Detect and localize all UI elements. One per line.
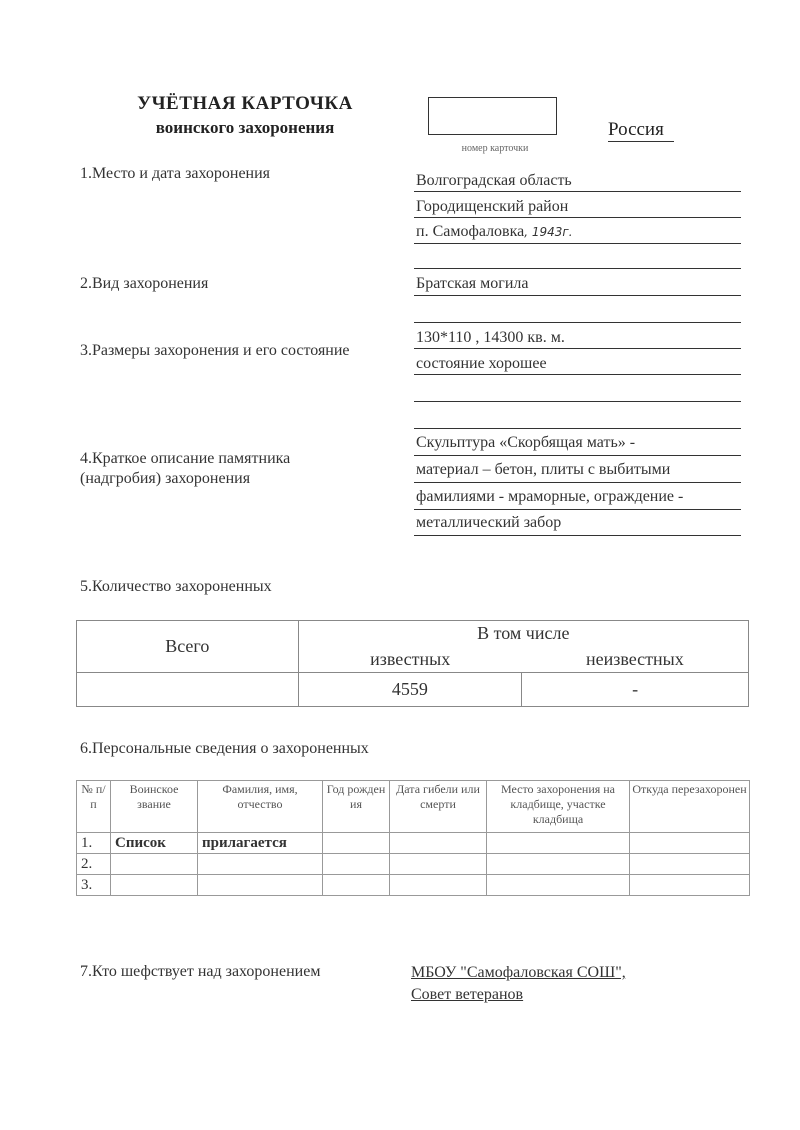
card-title: [110, 92, 380, 140]
unknown-value: -: [522, 673, 749, 707]
table-cell: [630, 833, 750, 854]
table-cell: прилагается: [198, 833, 323, 854]
table-cell: [487, 875, 630, 896]
table-cell: [630, 875, 750, 896]
rule: [414, 374, 741, 375]
title-line-2: воинского захоронения: [155, 118, 335, 137]
rule: [414, 322, 741, 323]
section3-line-2: состояние хорошее: [416, 355, 547, 372]
rule: [414, 348, 741, 349]
card-number-caption: номер карточки: [461, 143, 529, 154]
known-value: 4559: [298, 673, 522, 707]
table-cell: 2.: [77, 854, 111, 875]
table-row: [77, 875, 750, 896]
col-header-number: № п/п: [77, 781, 111, 833]
section3-label: 3.Размеры захоронения и его состояние: [80, 342, 350, 359]
title-line-1: УЧЁТНАЯ КАРТОЧКА: [137, 93, 353, 114]
table-cell: [111, 875, 198, 896]
known-header: известных: [298, 647, 522, 673]
country: Россия: [608, 119, 664, 140]
table-row: [77, 833, 750, 854]
col-header-birth-year: Год рожден ия: [323, 781, 390, 833]
total-value: [77, 673, 299, 707]
section4-line-3: фамилиями - мраморные, ограждение -: [416, 488, 684, 505]
table-cell: 1.: [77, 833, 111, 854]
rule: [414, 401, 741, 402]
col-header-death-date: Дата гибели или смерти: [390, 781, 487, 833]
personal-data-table: [76, 780, 750, 896]
rule: [414, 428, 741, 429]
section4-label-2: (надгробия) захоронения: [80, 470, 251, 487]
section1-label: 1.Место и дата захоронения: [80, 165, 271, 182]
section4-label-1: 4.Краткое описание памятника: [80, 450, 291, 467]
rule: [414, 535, 741, 536]
rule: [414, 191, 741, 192]
table-cell: [487, 854, 630, 875]
rule: [414, 217, 741, 218]
table-cell: [390, 833, 487, 854]
section5-label: 5.Количество захороненных: [80, 578, 272, 595]
rule: [414, 509, 741, 510]
table-cell: [323, 854, 390, 875]
table-cell: [323, 875, 390, 896]
col-header-name: Фамилия, имя, отчество: [198, 781, 323, 833]
burial-count-table: [76, 620, 749, 707]
col-header-reburied-from: Откуда перезахоронен: [630, 781, 750, 833]
section3-line-1: 130*110 , 14300 кв. м.: [416, 329, 565, 346]
section4-line-1: Скульптура «Скорбящая мать» -: [416, 434, 636, 451]
rule: [414, 482, 741, 483]
rule: [414, 295, 741, 296]
col-header-burial-place: Место захоронения на кладбище, участке кладбища: [487, 781, 630, 833]
patron-organization: [411, 962, 626, 1006]
section4-line-2: материал – бетон, плиты с выбитыми: [416, 461, 671, 478]
including-header: В том числе: [298, 621, 748, 647]
table-cell: [198, 875, 323, 896]
section2-label: 2.Вид захоронения: [80, 275, 209, 292]
card-number-box: [428, 97, 557, 135]
rule: [414, 455, 741, 456]
section2-value: Братская могила: [416, 275, 529, 292]
col-header-rank: Воинское звание: [111, 781, 198, 833]
table-cell: [390, 875, 487, 896]
patron-line-2: Совет ветеранов: [411, 986, 524, 1003]
section1-line-3: [416, 223, 573, 241]
handwritten-year: , 1943г.: [524, 225, 573, 239]
unknown-header: неизвестных: [522, 647, 749, 673]
rule: [414, 243, 741, 244]
country-underline: [608, 141, 674, 142]
table-cell: [323, 833, 390, 854]
table-cell: [390, 854, 487, 875]
settlement: п. Самофаловка: [416, 223, 525, 240]
table-cell: [111, 854, 198, 875]
table-cell: 3.: [77, 875, 111, 896]
section4-line-4: металлический забор: [416, 514, 562, 531]
table-row: [77, 854, 750, 875]
table-cell: [198, 854, 323, 875]
section1-line-1: Волгоградская область: [416, 172, 572, 189]
patron-line-1: МБОУ "Самофаловская СОШ",: [411, 964, 626, 981]
table-cell: [630, 854, 750, 875]
total-header: Всего: [77, 621, 299, 673]
table-cell: [487, 833, 630, 854]
table-cell: Список: [111, 833, 198, 854]
section1-line-2: Городищенский район: [416, 198, 569, 215]
section7-label: 7.Кто шефствует над захоронением: [80, 963, 321, 980]
rule: [414, 268, 741, 269]
section6-label: 6.Персональные сведения о захороненных: [80, 740, 369, 757]
